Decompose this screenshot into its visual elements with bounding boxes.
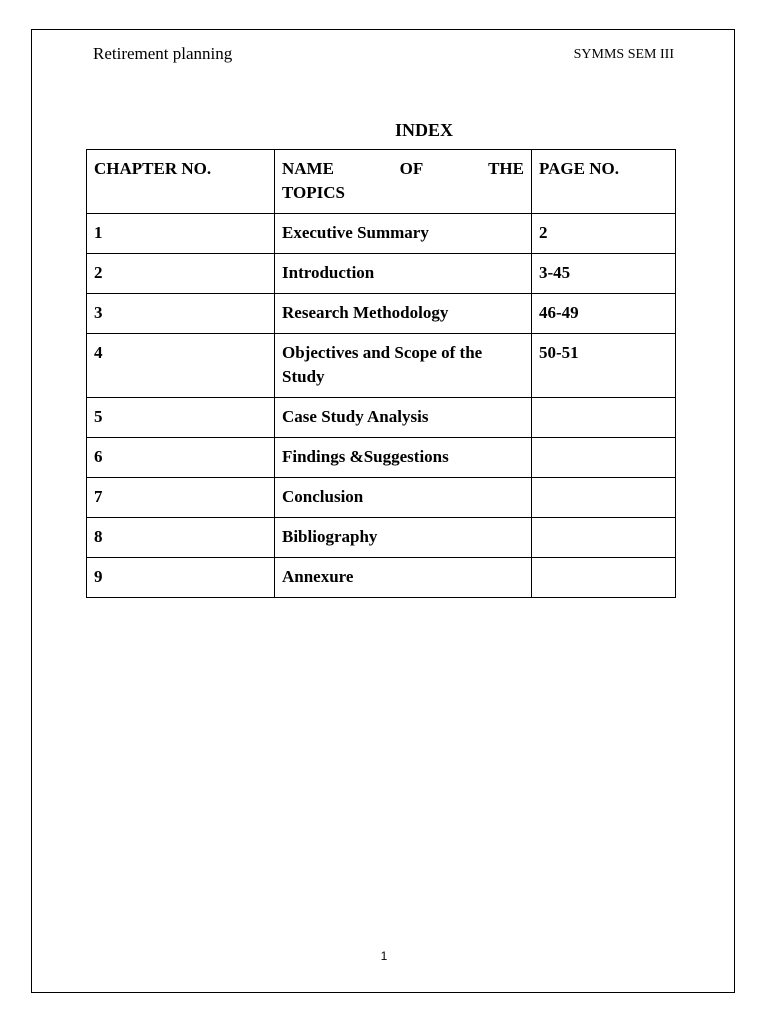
topic-cell: Executive Summary [275,214,532,254]
header-chapter-no: CHAPTER NO. [87,150,275,214]
chapter-cell: 4 [87,334,275,398]
table-row [87,478,676,518]
header-topic-line2: TOPICS [282,183,345,202]
chapter-cell: 5 [87,398,275,438]
table-row [87,294,676,334]
page-cell [532,398,676,438]
index-table [86,149,676,598]
page-cell [532,518,676,558]
chapter-cell: 6 [87,438,275,478]
topic-cell: Bibliography [275,518,532,558]
chapter-cell: 1 [87,214,275,254]
header-title: Retirement planning [93,44,233,63]
header-semester: SYMMS SEM III [573,47,674,62]
header-page-no: PAGE NO. [532,150,676,214]
chapter-cell: 2 [87,254,275,294]
topic-cell: Conclusion [275,478,532,518]
header-topic-name [275,150,532,214]
chapter-cell: 7 [87,478,275,518]
page-cell [532,438,676,478]
table-row [87,254,676,294]
page-cell: 3-45 [532,254,676,294]
header-topic-line1: NAME OF THE [282,159,524,178]
topic-cell: Research Methodology [275,294,532,334]
topic-cell: Objectives and Scope of the Study [275,334,532,398]
page-number: 1 [380,949,388,963]
page-cell [532,558,676,598]
table-row [87,398,676,438]
topic-cell: Introduction [275,254,532,294]
table-header-row [87,150,676,214]
table-row [87,558,676,598]
index-title: INDEX [394,120,453,140]
page-cell: 2 [532,214,676,254]
table-row [87,214,676,254]
topic-cell: Case Study Analysis [275,398,532,438]
topic-cell: Annexure [275,558,532,598]
chapter-cell: 3 [87,294,275,334]
table-row [87,438,676,478]
table-row [87,518,676,558]
table-row [87,334,676,398]
topic-cell: Findings &Suggestions [275,438,532,478]
chapter-cell: 9 [87,558,275,598]
page-cell: 50-51 [532,334,676,398]
page-cell [532,478,676,518]
page-cell: 46-49 [532,294,676,334]
chapter-cell: 8 [87,518,275,558]
